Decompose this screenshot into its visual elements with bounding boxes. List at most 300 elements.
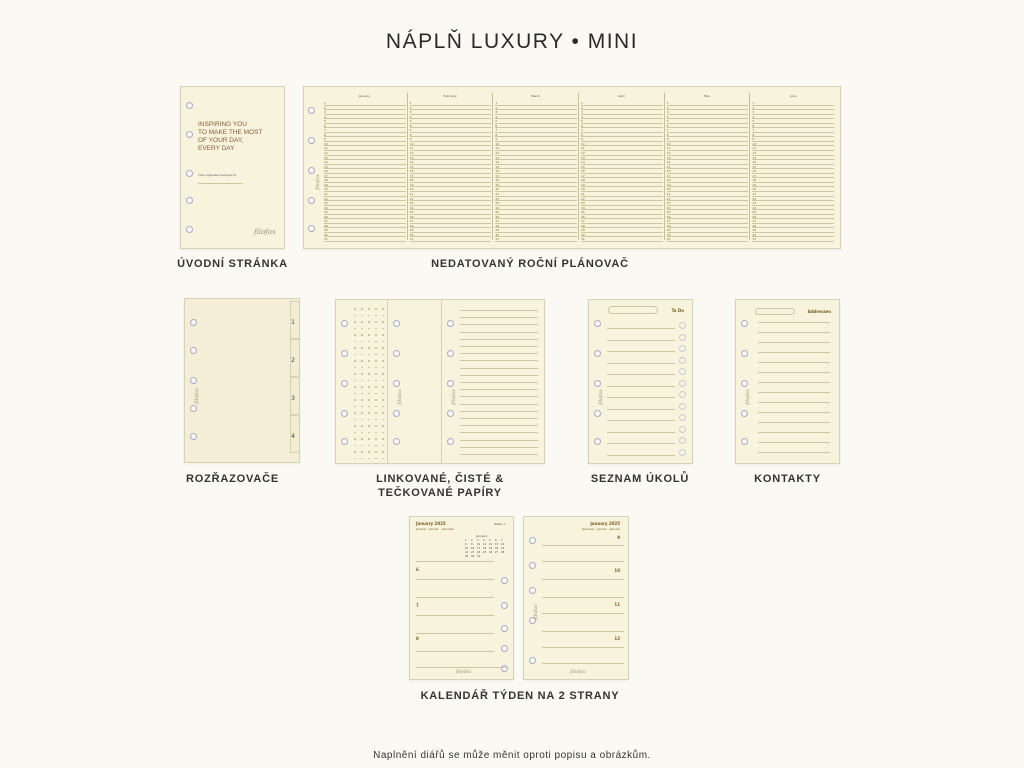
day-number: 7 bbox=[416, 603, 419, 608]
day-row-line bbox=[752, 177, 834, 178]
day-row-line bbox=[410, 105, 492, 106]
day-row-number: 30 bbox=[495, 232, 500, 237]
todo-line bbox=[607, 443, 675, 444]
brand-logo: filofax bbox=[570, 669, 586, 675]
day-row-line bbox=[752, 141, 834, 142]
day-row-number: 28 bbox=[324, 223, 328, 228]
day-row-line bbox=[324, 173, 406, 174]
todo-line bbox=[607, 386, 675, 387]
week-line bbox=[542, 663, 624, 664]
day-row-number: 26 bbox=[581, 214, 585, 219]
grid-dot bbox=[354, 406, 356, 408]
day-row-line bbox=[752, 127, 834, 128]
ruled-line bbox=[460, 346, 538, 347]
grid-dot bbox=[382, 445, 384, 447]
day-row-line bbox=[410, 200, 492, 201]
day-row-number: 23 bbox=[581, 201, 585, 206]
mini-calendar-day: 30 bbox=[471, 555, 475, 558]
day-row-number: 28 bbox=[495, 223, 500, 228]
day-row-line bbox=[495, 136, 577, 137]
day-row-line bbox=[581, 236, 663, 237]
day-row-number: 24 bbox=[409, 205, 414, 210]
day-row-number: 21 bbox=[409, 191, 414, 196]
todo-image bbox=[588, 299, 693, 464]
todo-checkbox bbox=[679, 357, 686, 364]
grid-dot bbox=[361, 341, 363, 343]
day-row-line bbox=[495, 164, 577, 165]
day-row-line bbox=[752, 132, 834, 133]
day-row-number: 23 bbox=[495, 201, 500, 206]
day-row-number: 20 bbox=[409, 187, 414, 192]
brand-logo: filofax bbox=[532, 604, 539, 620]
day-row-number: 14 bbox=[581, 160, 585, 165]
ruled-line bbox=[460, 389, 538, 390]
grid-dot bbox=[361, 399, 363, 401]
day-row-line bbox=[752, 214, 834, 215]
brand-logo: filofax bbox=[396, 389, 403, 405]
grid-dot bbox=[375, 380, 377, 382]
mini-calendar-day: 12 bbox=[489, 543, 493, 546]
day-row-number: 28 bbox=[581, 223, 585, 228]
grid-dot bbox=[375, 438, 377, 440]
mini-calendar-day: 9 bbox=[471, 543, 473, 546]
mini-calendar-day: 15 bbox=[465, 547, 469, 550]
day-row-line bbox=[667, 241, 749, 242]
grid-dot bbox=[354, 419, 356, 421]
day-row-number: 7 bbox=[409, 128, 412, 133]
todo-line bbox=[607, 420, 675, 421]
ruled-line bbox=[460, 339, 538, 340]
grid-dot bbox=[382, 328, 384, 330]
day-row-line bbox=[410, 114, 492, 115]
day-row-number: 11 bbox=[324, 146, 328, 151]
todo-checkbox bbox=[679, 345, 686, 352]
grid-dot bbox=[361, 308, 363, 310]
day-row-line bbox=[495, 209, 577, 210]
contact-line bbox=[758, 432, 830, 433]
tab-number: 4 bbox=[291, 433, 295, 440]
grid-dot bbox=[375, 321, 377, 323]
day-row-number: 19 bbox=[752, 182, 757, 187]
punch-hole bbox=[341, 380, 348, 387]
day-row-line bbox=[410, 209, 492, 210]
day-row-number: 12 bbox=[324, 151, 328, 156]
grid-dot bbox=[375, 367, 377, 369]
day-row-line bbox=[324, 123, 406, 124]
grid-dot bbox=[368, 445, 370, 447]
punch-hole bbox=[501, 602, 508, 609]
day-row-number: 3 bbox=[666, 110, 669, 115]
grid-dot bbox=[382, 432, 384, 434]
day-row-number: 1 bbox=[324, 101, 326, 105]
month-name: June bbox=[789, 94, 797, 98]
day-row-number: 9 bbox=[666, 137, 669, 142]
todo-line bbox=[607, 432, 675, 433]
day-row-line bbox=[667, 232, 749, 233]
mini-calendar-day: 22 bbox=[465, 551, 469, 554]
punch-hole bbox=[741, 320, 748, 327]
mini-calendar-day: 21 bbox=[501, 547, 505, 550]
grid-dot bbox=[361, 328, 363, 330]
day-row-line bbox=[752, 155, 834, 156]
day-row-line bbox=[410, 218, 492, 219]
day-row-line bbox=[581, 168, 663, 169]
day-row-number: 26 bbox=[752, 214, 757, 219]
day-row-line bbox=[324, 127, 406, 128]
day-row-number: 4 bbox=[495, 114, 498, 119]
day-row-line bbox=[410, 150, 492, 151]
grid-dot bbox=[368, 341, 370, 343]
day-row-number: 9 bbox=[324, 137, 326, 142]
day-row-number: 14 bbox=[495, 160, 500, 165]
grid-dot bbox=[354, 399, 356, 401]
day-row-number: 13 bbox=[581, 155, 585, 160]
day-row-line bbox=[324, 114, 406, 115]
day-row-number: 28 bbox=[666, 223, 671, 228]
day-row-line bbox=[495, 141, 577, 142]
mini-calendar-day: 25 bbox=[483, 551, 487, 554]
day-row-number: 4 bbox=[581, 114, 583, 119]
day-row-number: 23 bbox=[409, 201, 414, 206]
mini-calendar-day: 28 bbox=[501, 551, 505, 554]
papers-caption-line2: TEČKOVANÉ PAPÍRY bbox=[378, 487, 502, 499]
day-row-number: 12 bbox=[666, 151, 671, 156]
day-row-line bbox=[667, 141, 749, 142]
day-row-number: 11 bbox=[495, 146, 500, 151]
grid-dot bbox=[375, 425, 377, 427]
day-row-number: 16 bbox=[409, 169, 414, 174]
mini-calendar-day: 5 bbox=[489, 539, 491, 542]
day-row-number: 21 bbox=[666, 191, 671, 196]
day-row-number: 2 bbox=[581, 105, 583, 110]
tab-number: 1 bbox=[291, 319, 295, 326]
ruled-line bbox=[460, 425, 538, 426]
day-row-number: 31 bbox=[409, 237, 414, 242]
grid-dot bbox=[354, 432, 356, 434]
day-row-line bbox=[495, 123, 577, 124]
day-row-line bbox=[667, 205, 749, 206]
grid-dot bbox=[368, 380, 370, 382]
grid-dot bbox=[354, 315, 356, 317]
grid-dot bbox=[382, 406, 384, 408]
cover-caption: ÚVODNÍ STRÁNKA bbox=[177, 258, 288, 270]
day-row-line bbox=[581, 127, 663, 128]
day-row-line bbox=[667, 164, 749, 165]
punch-hole bbox=[501, 577, 508, 584]
day-row-number: 21 bbox=[581, 191, 585, 196]
mini-calendar-day: 24 bbox=[477, 551, 481, 554]
todo-line bbox=[607, 351, 675, 352]
day-row-line bbox=[581, 164, 663, 165]
day-row-line bbox=[581, 177, 663, 178]
punch-hole bbox=[393, 410, 400, 417]
grid-dot bbox=[368, 393, 370, 395]
mini-calendar-day: 26 bbox=[489, 551, 493, 554]
day-row-number: 17 bbox=[666, 173, 671, 178]
grid-dot bbox=[375, 399, 377, 401]
day-row-number: 22 bbox=[581, 196, 585, 201]
ruled-line bbox=[460, 324, 538, 325]
grid-dot bbox=[382, 308, 384, 310]
day-row-number: 16 bbox=[752, 169, 757, 174]
contacts-caption: KONTAKTY bbox=[754, 473, 821, 485]
day-row-number: 30 bbox=[581, 232, 585, 237]
day-row-line bbox=[581, 214, 663, 215]
day-row-line bbox=[324, 159, 406, 160]
day-row-line bbox=[581, 155, 663, 156]
day-row-line bbox=[581, 173, 663, 174]
day-row-line bbox=[667, 214, 749, 215]
grid-dot bbox=[354, 347, 356, 349]
mini-calendar-day: 23 bbox=[471, 551, 475, 554]
day-row-line bbox=[324, 227, 406, 228]
day-row-line bbox=[667, 173, 749, 174]
day-row-line bbox=[581, 109, 663, 110]
day-row-line bbox=[495, 196, 577, 197]
month-columns bbox=[322, 93, 834, 240]
ruled-line bbox=[460, 310, 538, 311]
day-row-line bbox=[410, 205, 492, 206]
grid-dot bbox=[368, 458, 370, 460]
page-title: NÁPLŇ LUXURY • MINI bbox=[385, 30, 639, 53]
mini-calendar-day: 29 bbox=[465, 555, 469, 558]
day-row-line bbox=[667, 109, 749, 110]
day-number: 12 bbox=[614, 636, 620, 641]
day-row-number: 1 bbox=[752, 101, 755, 105]
day-row-number: 2 bbox=[324, 105, 326, 110]
day-row-line bbox=[410, 164, 492, 165]
month-column bbox=[493, 93, 579, 240]
papers-caption-line1: LINKOVANÉ, ČISTÉ & bbox=[376, 473, 504, 485]
mini-calendar-month: January bbox=[476, 534, 488, 538]
day-row-line bbox=[495, 227, 577, 228]
ruled-line bbox=[460, 375, 538, 376]
day-row-line bbox=[495, 186, 577, 187]
grid-dot bbox=[354, 393, 356, 395]
day-row-line bbox=[495, 159, 577, 160]
day-row-line bbox=[667, 105, 749, 106]
grid-dot bbox=[375, 328, 377, 330]
day-row-number: 30 bbox=[666, 232, 671, 237]
day-row-line bbox=[410, 182, 492, 183]
blank-paper bbox=[388, 300, 442, 463]
mini-calendar-day: 14 bbox=[501, 543, 505, 546]
day-row-line bbox=[324, 205, 406, 206]
mini-calendar-day: 8 bbox=[465, 543, 467, 546]
brand-logo: filofax bbox=[456, 669, 472, 675]
day-row-number: 7 bbox=[495, 128, 498, 133]
day-row-line bbox=[324, 177, 406, 178]
day-row-number: 5 bbox=[666, 119, 669, 124]
grid-dot bbox=[368, 451, 370, 453]
day-row-line bbox=[667, 191, 749, 192]
month-column bbox=[665, 93, 751, 240]
day-row-line bbox=[495, 114, 577, 115]
grid-dot bbox=[368, 438, 370, 440]
grid-dot bbox=[375, 432, 377, 434]
ruled-line bbox=[460, 317, 538, 318]
grid-dot bbox=[368, 425, 370, 427]
day-row-line bbox=[324, 145, 406, 146]
day-row-number: 29 bbox=[666, 228, 671, 233]
brand-logo: filofax bbox=[314, 174, 321, 190]
week-line bbox=[542, 597, 624, 598]
day-row-number: 7 bbox=[581, 128, 583, 133]
punch-hole bbox=[447, 350, 454, 357]
todo-caption: SEZNAM ÚKOLŮ bbox=[590, 473, 690, 485]
grid-dot bbox=[368, 347, 370, 349]
punch-hole bbox=[393, 320, 400, 327]
day-row-line bbox=[410, 186, 492, 187]
day-row-line bbox=[667, 186, 749, 187]
ruled-line bbox=[460, 418, 538, 419]
day-row-line bbox=[581, 191, 663, 192]
day-row-line bbox=[752, 145, 834, 146]
brand-logo: filofax bbox=[193, 388, 200, 404]
grid-dot bbox=[361, 406, 363, 408]
mini-calendar-day: 27 bbox=[495, 551, 499, 554]
day-row-number: 19 bbox=[581, 182, 585, 187]
day-row-line bbox=[581, 182, 663, 183]
punch-hole bbox=[393, 350, 400, 357]
day-row-number: 4 bbox=[666, 114, 669, 119]
contact-line bbox=[758, 332, 830, 333]
day-row-number: 4 bbox=[324, 114, 326, 119]
brand-logo: filofax bbox=[597, 389, 604, 405]
todo-line bbox=[607, 374, 675, 375]
mini-calendar-day: 10 bbox=[477, 543, 481, 546]
brand-logo: filofax bbox=[254, 228, 276, 236]
day-row-line bbox=[667, 132, 749, 133]
grid-dot bbox=[382, 380, 384, 382]
contact-line bbox=[758, 452, 830, 453]
grid-dot bbox=[361, 451, 363, 453]
day-row-number: 16 bbox=[495, 169, 500, 174]
day-row-number: 13 bbox=[495, 155, 500, 160]
day-row-number: 6 bbox=[752, 123, 755, 128]
day-row-number: 20 bbox=[324, 187, 328, 192]
todo-checkbox bbox=[679, 437, 686, 444]
grid-dot bbox=[361, 432, 363, 434]
todo-checkbox bbox=[679, 449, 686, 456]
day-row-number: 23 bbox=[324, 201, 328, 206]
grid-dot bbox=[375, 347, 377, 349]
punch-hole bbox=[594, 380, 601, 387]
punch-hole bbox=[186, 102, 193, 109]
day-row-number: 22 bbox=[324, 196, 328, 201]
day-row-number: 24 bbox=[752, 205, 757, 210]
day-row-line bbox=[752, 223, 834, 224]
day-row-line bbox=[410, 141, 492, 142]
punch-hole bbox=[308, 197, 315, 204]
punch-hole bbox=[186, 170, 193, 177]
grid-dot bbox=[368, 373, 370, 375]
day-row-line bbox=[410, 232, 492, 233]
day-number: 10 bbox=[614, 568, 620, 573]
day-row-line bbox=[324, 223, 406, 224]
punch-hole bbox=[529, 657, 536, 664]
grid-dot bbox=[368, 386, 370, 388]
day-row-number: 15 bbox=[581, 164, 585, 169]
day-row-line bbox=[581, 159, 663, 160]
week-line bbox=[416, 579, 494, 580]
mini-calendar-day: 11 bbox=[483, 543, 487, 546]
day-row-number: 20 bbox=[666, 187, 671, 192]
day-row-number: 3 bbox=[752, 110, 755, 115]
day-row-number: 9 bbox=[409, 137, 412, 142]
day-row-line bbox=[752, 136, 834, 137]
grid-dot bbox=[354, 334, 356, 336]
todo-checkbox bbox=[679, 414, 686, 421]
grid-dot bbox=[361, 393, 363, 395]
day-row-line bbox=[410, 236, 492, 237]
day-row-number: 30 bbox=[324, 232, 328, 237]
grid-dot bbox=[354, 386, 356, 388]
grid-dot bbox=[375, 308, 377, 310]
contact-line bbox=[758, 352, 830, 353]
week-caption: KALENDÁŘ TÝDEN NA 2 STRANY bbox=[420, 690, 620, 702]
todo-line bbox=[607, 455, 675, 456]
day-row-number: 5 bbox=[324, 119, 326, 124]
brand-logo: filofax bbox=[744, 389, 751, 405]
week-left-header: January 2025 bbox=[416, 521, 446, 526]
day-row-line bbox=[410, 223, 492, 224]
day-row-line bbox=[667, 182, 749, 183]
day-row-number: 6 bbox=[324, 123, 326, 128]
week-line bbox=[542, 613, 624, 614]
day-row-number: 11 bbox=[666, 146, 671, 151]
day-row-number: 26 bbox=[324, 214, 328, 219]
day-row-number: 29 bbox=[409, 228, 414, 233]
day-row-number: 19 bbox=[409, 182, 414, 187]
day-row-number: 22 bbox=[752, 196, 757, 201]
mini-calendar-day: 19 bbox=[489, 547, 493, 550]
day-row-line bbox=[324, 164, 406, 165]
day-row-number: 4 bbox=[752, 114, 755, 119]
grid-dot bbox=[375, 341, 377, 343]
day-row-number: 25 bbox=[409, 210, 414, 215]
day-row-number: 5 bbox=[752, 119, 755, 124]
grid-dot bbox=[375, 334, 377, 336]
grid-dot bbox=[361, 386, 363, 388]
grid-dot bbox=[382, 386, 384, 388]
todo-line bbox=[607, 409, 675, 410]
grid-dot bbox=[375, 360, 377, 362]
grid-dot bbox=[368, 419, 370, 421]
day-row-number: 28 bbox=[409, 223, 414, 228]
punch-hole bbox=[594, 320, 601, 327]
grid-dot bbox=[368, 328, 370, 330]
day-row-number: 18 bbox=[752, 178, 757, 183]
day-row-line bbox=[667, 155, 749, 156]
day-row-number: 20 bbox=[581, 187, 585, 192]
day-row-line bbox=[752, 186, 834, 187]
day-row-line bbox=[410, 155, 492, 156]
day-row-number: 3 bbox=[495, 110, 498, 115]
grid-dot bbox=[368, 367, 370, 369]
day-row-number: 31 bbox=[752, 237, 757, 242]
day-row-line bbox=[581, 223, 663, 224]
contacts-heading: Addresses bbox=[807, 309, 831, 314]
lined-paper bbox=[442, 300, 544, 463]
contact-line bbox=[758, 322, 830, 323]
day-row-line bbox=[410, 191, 492, 192]
punch-hole bbox=[190, 433, 197, 440]
day-row-number: 27 bbox=[581, 219, 585, 224]
day-row-line bbox=[324, 236, 406, 237]
day-row-number: 4 bbox=[409, 114, 412, 119]
day-row-number: 21 bbox=[495, 191, 500, 196]
